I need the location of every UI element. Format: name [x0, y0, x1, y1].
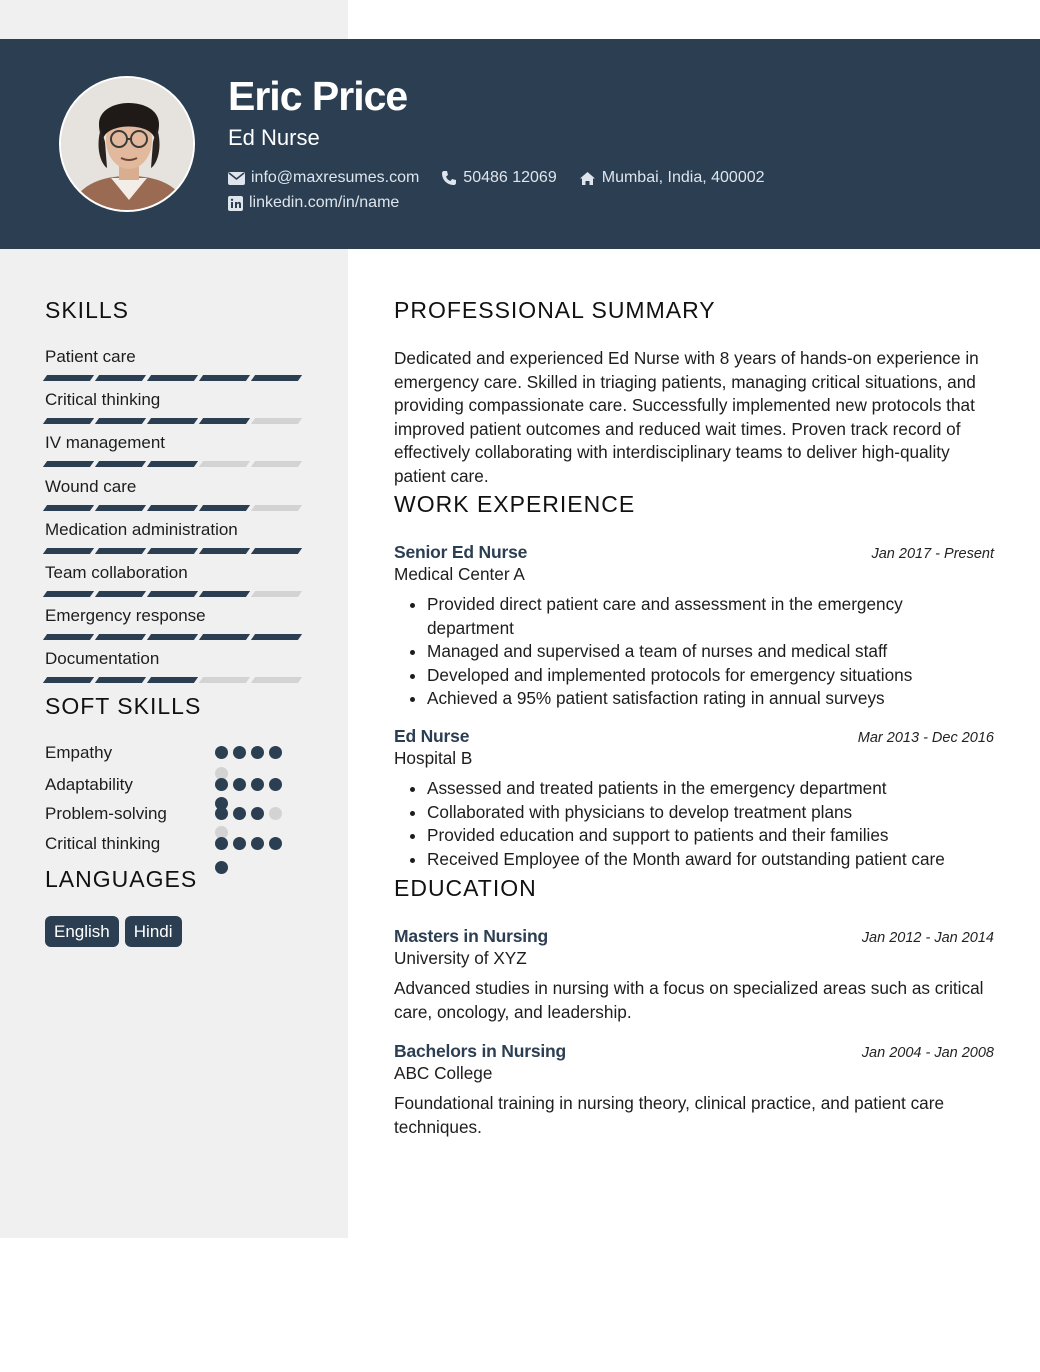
skill-item	[45, 520, 303, 554]
skill-level-segment	[251, 634, 302, 640]
address-item	[579, 168, 765, 188]
job-role: Senior Ed Nurse	[394, 542, 528, 562]
skill-level-segment	[251, 505, 302, 511]
avatar-portrait-icon	[61, 78, 195, 212]
rating-dot	[215, 746, 228, 759]
soft-skill-label: Problem-solving	[45, 804, 167, 823]
home-icon	[579, 171, 596, 186]
skill-level-segment	[147, 591, 198, 597]
skill-level-segment	[199, 418, 250, 424]
skill-item	[45, 390, 303, 424]
job-organization: Hospital B	[394, 748, 473, 768]
skill-level-segment	[147, 677, 198, 683]
skill-level-bar	[45, 634, 303, 640]
job-organization: Medical Center A	[394, 564, 525, 584]
school-name: University of XYZ	[394, 948, 527, 968]
rating-dot	[233, 746, 246, 759]
skill-label: Emergency response	[45, 606, 206, 626]
skill-level-bar	[45, 418, 303, 424]
education-dates: Jan 2004 - Jan 2008	[861, 1045, 994, 1061]
rating-dot	[233, 778, 246, 791]
skill-level-segment	[95, 591, 146, 597]
education-description: Advanced studies in nursing with a focus on specialized areas such as critical care, oncology, and leadership.	[394, 978, 984, 1022]
skill-item	[45, 477, 303, 511]
soft-skill-rating	[215, 837, 285, 851]
skill-level-bar	[45, 591, 303, 597]
education-heading: EDUCATION	[394, 875, 537, 901]
summary-heading: PROFESSIONAL SUMMARY	[394, 297, 716, 323]
rating-dot	[215, 837, 228, 850]
summary-text: Dedicated and experienced Ed Nurse with 8 years of hands-on experience in emergency care. Skilled in triaging patients, managing critical situations, and providing compassionate care. Successfully implemented new protocols that improved patient outcomes and reduced wait times. Proven track record of effectively collaborating with interdisciplinary teams to deliver high-quality patient care.	[394, 348, 979, 486]
skill-level-segment	[147, 418, 198, 424]
skill-level-bar	[45, 677, 303, 683]
languages-heading: LANGUAGES	[45, 866, 198, 892]
rating-dot	[269, 778, 282, 791]
avatar	[59, 76, 195, 212]
rating-dot	[215, 807, 228, 820]
skill-level-bar	[45, 375, 303, 381]
linkedin-text: linkedin.com/in/name	[249, 194, 400, 211]
soft-skill-label: Critical thinking	[45, 834, 161, 853]
skill-level-segment	[251, 591, 302, 597]
school-name: ABC College	[394, 1063, 493, 1083]
education-description: Foundational training in nursing theory, clinical practice, and patient care techniques.	[394, 1093, 944, 1137]
skill-level-segment	[43, 677, 94, 683]
phone-item[interactable]	[441, 168, 556, 188]
degree-title: Bachelors in Nursing	[394, 1041, 567, 1061]
skill-level-segment	[95, 677, 146, 683]
linkedin-row	[228, 193, 421, 213]
skill-level-segment	[147, 461, 198, 467]
job-bullet: • Assessed and treated patients in the emergency department	[427, 777, 994, 801]
job-bullet: • Achieved a 95% patient satisfaction rating in annual surveys	[427, 687, 994, 711]
job-bullet: • Managed and supervised a team of nurses and medical staff	[427, 640, 994, 664]
linkedin-icon	[228, 196, 243, 211]
rating-dot	[251, 837, 264, 850]
rating-dot	[251, 807, 264, 820]
skill-item	[45, 347, 303, 381]
rating-dot	[215, 778, 228, 791]
skill-level-segment	[199, 677, 250, 683]
skill-level-segment	[95, 375, 146, 381]
skill-item	[45, 649, 303, 683]
soft-skill-rating	[215, 746, 285, 760]
rating-dot	[269, 807, 282, 820]
education-dates: Jan 2012 - Jan 2014	[861, 930, 994, 946]
languages-list	[45, 916, 182, 947]
rating-dot	[233, 837, 246, 850]
skill-level-segment	[147, 548, 198, 554]
resume-header	[0, 39, 1040, 249]
education-entry	[394, 1040, 994, 1139]
skill-level-segment	[251, 677, 302, 683]
skill-level-segment	[43, 548, 94, 554]
soft-skill-item	[45, 834, 305, 854]
soft-skill-label: Adaptability	[45, 775, 133, 794]
contact-row	[228, 168, 787, 188]
job-bullet: • Received Employee of the Month award for outstanding patient care	[427, 848, 994, 872]
job-bullet: • Developed and implemented protocols for emergency situations	[427, 664, 994, 688]
skill-label: Wound care	[45, 476, 137, 496]
skill-level-segment	[251, 548, 302, 554]
rating-dot	[269, 837, 282, 850]
rating-dot	[251, 746, 264, 759]
rating-dot	[251, 778, 264, 791]
job-bullet: • Provided direct patient care and assessment in the emergency department	[427, 593, 994, 640]
email-item[interactable]	[228, 168, 419, 188]
soft-skill-item	[45, 804, 305, 824]
skill-level-bar	[45, 505, 303, 511]
language-badge: Hindi	[125, 916, 182, 947]
education-entry	[394, 925, 994, 1024]
linkedin-item[interactable]	[228, 193, 399, 213]
skill-level-segment	[43, 461, 94, 467]
skill-level-segment	[95, 418, 146, 424]
skill-level-segment	[251, 375, 302, 381]
job-bullets	[427, 777, 994, 871]
skill-item	[45, 563, 303, 597]
skill-level-segment	[147, 505, 198, 511]
phone-text: 50486 12069	[463, 169, 557, 186]
skill-level-segment	[199, 548, 250, 554]
soft-skill-label: Empathy	[45, 743, 113, 762]
job-role: Ed Nurse	[394, 726, 470, 746]
skill-label: IV management	[45, 433, 166, 453]
phone-icon	[441, 170, 457, 186]
skill-level-bar	[45, 461, 303, 467]
skill-level-segment	[43, 505, 94, 511]
job-bullet: • Collaborated with physicians to develop treatment plans	[427, 801, 994, 825]
degree-title: Masters in Nursing	[394, 926, 548, 946]
skill-level-segment	[43, 634, 94, 640]
skill-level-segment	[95, 461, 146, 467]
skill-level-segment	[199, 375, 250, 381]
skill-level-segment	[147, 634, 198, 640]
skill-level-segment	[43, 418, 94, 424]
skill-level-segment	[199, 634, 250, 640]
skill-level-segment	[43, 375, 94, 381]
skill-label: Documentation	[45, 649, 160, 669]
skill-level-segment	[95, 634, 146, 640]
rating-dot	[215, 861, 228, 874]
job-bullet: • Provided education and support to patients and their families	[427, 824, 994, 848]
experience-heading: WORK EXPERIENCE	[394, 491, 636, 517]
soft-skill-rating	[215, 807, 285, 821]
job-dates: Mar 2013 - Dec 2016	[857, 730, 994, 746]
skill-label: Patient care	[45, 347, 136, 366]
job-entry	[394, 725, 994, 871]
soft-skill-rating	[215, 778, 285, 792]
soft-skill-item	[45, 743, 305, 763]
address-text: Mumbai, India, 400002	[601, 169, 765, 186]
skill-level-segment	[199, 505, 250, 511]
rating-dot	[269, 746, 282, 759]
job-dates: Jan 2017 - Present	[871, 546, 994, 562]
job-entry	[394, 541, 994, 711]
skill-level-segment	[251, 418, 302, 424]
soft-skill-item	[45, 775, 305, 795]
skill-level-segment	[147, 375, 198, 381]
skill-level-segment	[199, 591, 250, 597]
email-text: info@maxresumes.com	[251, 169, 420, 186]
skill-level-bar	[45, 548, 303, 554]
skill-label: Critical thinking	[45, 390, 161, 410]
skill-item	[45, 433, 303, 467]
envelope-icon	[228, 172, 245, 185]
skill-level-segment	[251, 461, 302, 467]
candidate-name: Eric Price	[228, 73, 408, 119]
soft-skills-heading: SOFT SKILLS	[45, 693, 202, 719]
skill-label: Team collaboration	[45, 563, 188, 582]
skill-level-segment	[95, 505, 146, 511]
skill-level-segment	[199, 461, 250, 467]
job-bullets	[427, 593, 994, 711]
candidate-title: Ed Nurse	[228, 125, 320, 150]
skill-level-segment	[95, 548, 146, 554]
skill-item	[45, 606, 303, 640]
skills-heading: SKILLS	[45, 297, 129, 323]
skill-level-segment	[43, 591, 94, 597]
rating-dot	[233, 807, 246, 820]
skill-label: Medication administration	[45, 519, 238, 539]
language-badge: English	[45, 916, 119, 947]
